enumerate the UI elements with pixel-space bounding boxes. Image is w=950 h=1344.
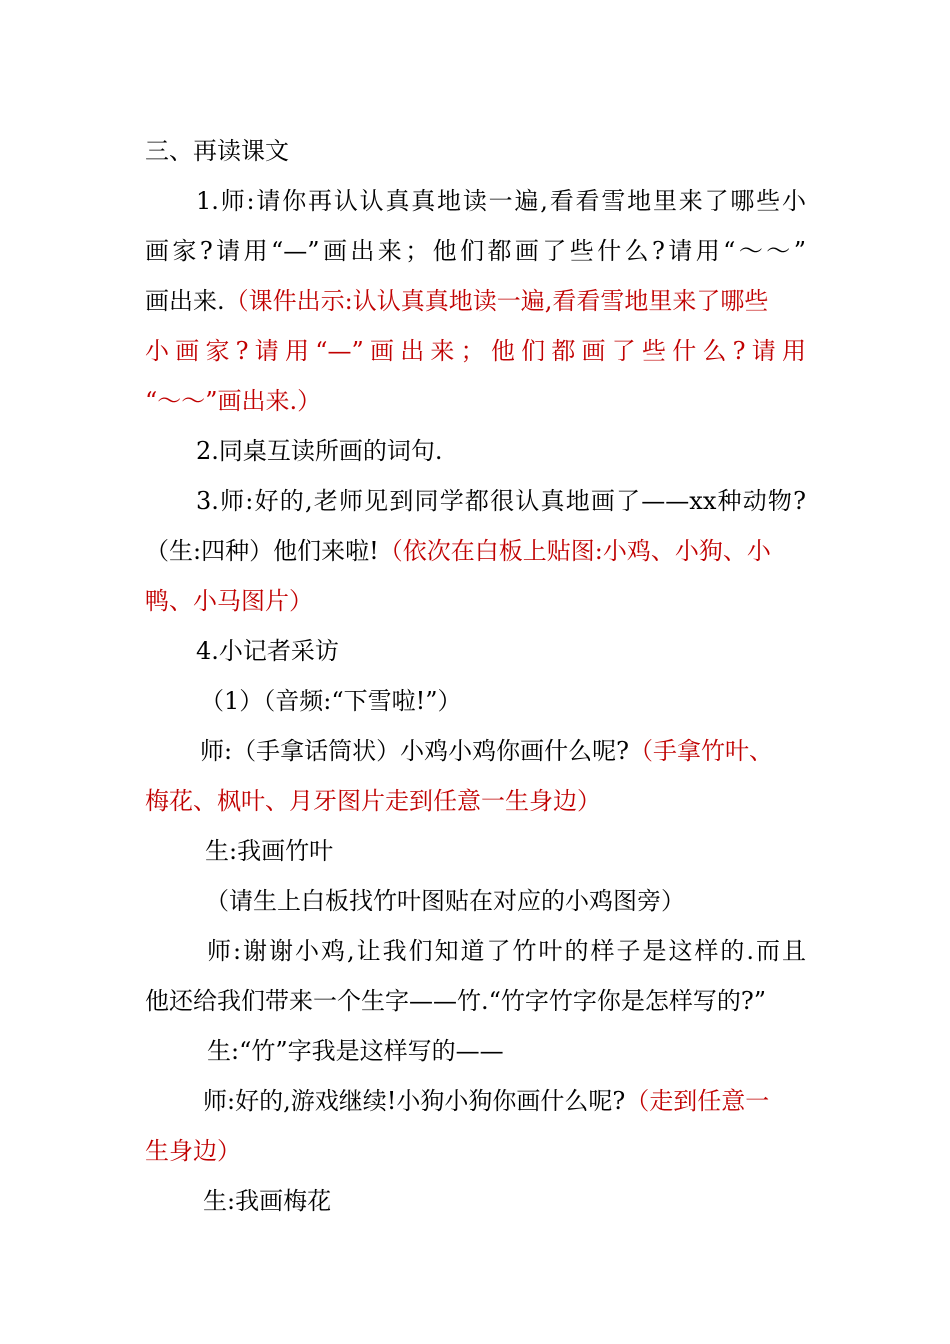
paragraph-3-line-1: 3.师:好的,老师见到同学都很认真地画了——xx种动物? xyxy=(196,487,806,515)
paragraph-9-line-2: 他还给我们带来一个生字——竹.“竹字竹字你是怎样写的?” xyxy=(145,987,767,1015)
paragraph-1-line-1: 1.师:请你再认认真真地读一遍,看看雪地里来了哪些小 xyxy=(196,187,806,215)
paragraph-2: 2.同桌互读所画的词句. xyxy=(196,437,443,465)
paragraph-11-line-1-annotation: （走到任意一 xyxy=(625,1087,770,1115)
paragraph-3-line-2-annotation: （依次在白板上贴图:小鸡、小狗、小 xyxy=(378,537,771,565)
paragraph-1-line-3 xyxy=(145,284,950,318)
paragraph-1-line-4-annotation: 小画家?请用“—”画出来；他们都画了些什么?请用 xyxy=(145,337,806,365)
paragraph-10: 生:“竹”字我是这样写的—— xyxy=(207,1037,504,1065)
paragraph-3-line-2 xyxy=(145,534,950,568)
paragraph-5: （1）（音频:“下雪啦!”） xyxy=(200,687,462,715)
paragraph-11-line-2-annotation: 生身边） xyxy=(145,1137,241,1165)
paragraph-1-line-2: 画家?请用“—”画出来；他们都画了些什么?请用“～～” xyxy=(145,237,806,265)
paragraph-6-line-1-text: 师:（手拿话筒状）小鸡小鸡你画什么呢? xyxy=(200,737,629,765)
paragraph-11-line-1-text: 师:好的,游戏继续!小狗小狗你画什么呢? xyxy=(203,1087,626,1115)
paragraph-6-line-2-annotation: 梅花、枫叶、月牙图片走到任意一生身边） xyxy=(145,787,601,815)
paragraph-11-line-1 xyxy=(203,1084,950,1118)
paragraph-8: （请生上白板找竹叶图贴在对应的小鸡图旁） xyxy=(205,887,685,915)
paragraph-3-line-3-annotation: 鸭、小马图片） xyxy=(145,587,313,615)
paragraph-3-line-2-text: （生:四种）他们来啦! xyxy=(145,537,379,565)
paragraph-9-line-1: 师:谢谢小鸡,让我们知道了竹叶的样子是这样的.而且 xyxy=(207,937,806,965)
paragraph-6-line-1-annotation: （手拿竹叶、 xyxy=(628,737,773,765)
paragraph-1-line-3-annotation: （课件出示:认认真真地读一遍,看看雪地里来了哪些 xyxy=(224,287,769,315)
paragraph-1-line-3-text: 画出来. xyxy=(145,287,225,315)
paragraph-7: 生:我画竹叶 xyxy=(205,837,334,865)
paragraph-6-line-1 xyxy=(200,734,950,768)
paragraph-1-line-5-annotation: “～～”画出来.） xyxy=(145,387,322,415)
paragraph-4: 4.小记者采访 xyxy=(196,637,339,665)
section-title: 三、再读课文 xyxy=(145,137,289,165)
paragraph-12: 生:我画梅花 xyxy=(203,1187,332,1215)
